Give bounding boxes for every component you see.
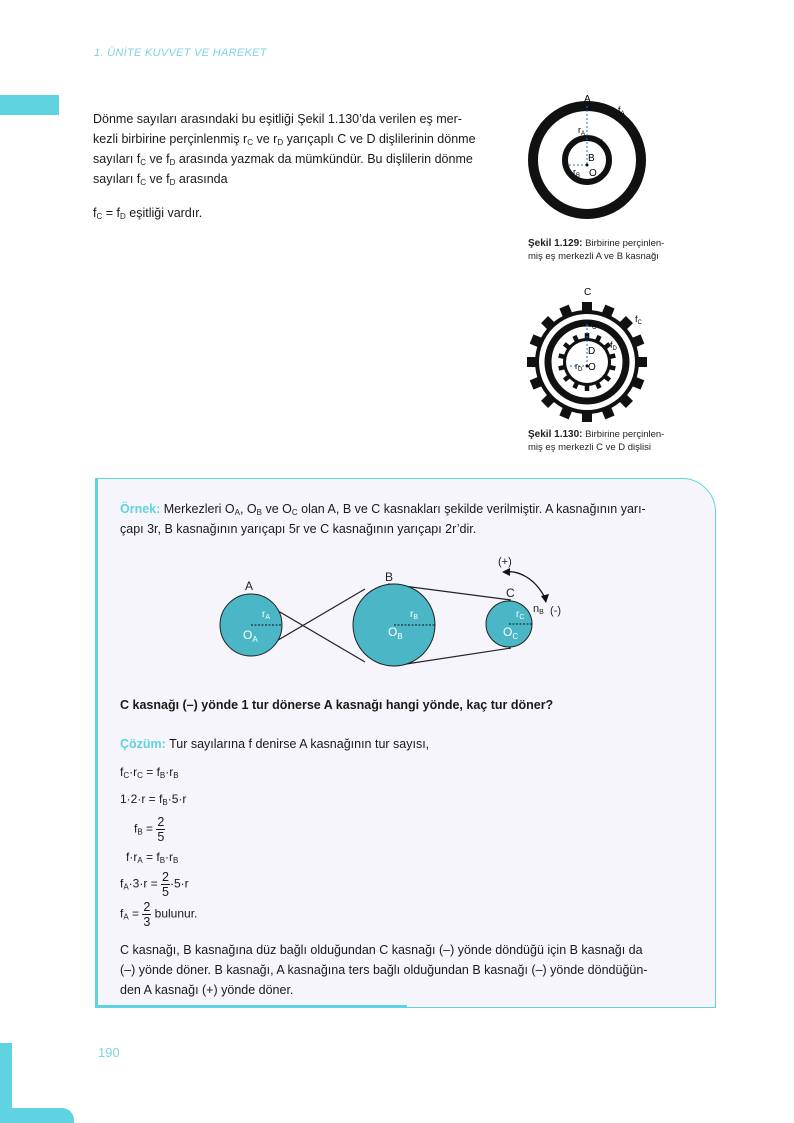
label-O: O [589, 168, 597, 179]
intro-line-1: Dönme sayıları arasındaki bu eşitliği Şekil 1.130’da verilen eş mer- [93, 112, 462, 126]
conclusion-line-1: C kasnağı, B kasnağına düz bağlı olduğundan C kasnağı (–) yönde döndüğü için B kasnağı da [120, 943, 643, 957]
label-rA: $r_A$ [262, 609, 271, 621]
figure-130-caption: Şekil 1.130: Birbirine perçinlen- miş eş merkezli C ve D dişlisi [528, 429, 665, 453]
label-A: A [584, 94, 591, 105]
label-C: C [506, 586, 515, 600]
label-C: C [584, 287, 592, 298]
solution-step-4: $f\cdot r_A = f_B\cdot r_B$ [126, 850, 179, 865]
example-pulley-figure [200, 550, 590, 670]
gear-tooth [636, 357, 647, 367]
label-rA: $r_A$ [578, 125, 586, 137]
solution-conclusion [120, 940, 700, 1000]
fraction-2-5: $\frac{2}{5}$ [157, 815, 165, 844]
gear-tooth [585, 383, 590, 391]
solution-step-2: $1\cdot 2\cdot r = f_B\cdot 5\cdot r$ [120, 792, 187, 807]
example-line-2: çapı 3r, B kasnağının yarıçapı 5r ve C kasnağının yarıçapı 2r’dir. [120, 522, 477, 536]
label-fA: $f_A$ [618, 105, 625, 117]
example-statement [120, 499, 700, 539]
intro-line-3: sayıları $f_C$ ve $f_D$ arasında yazmak da mümkündür. Bu dişlilerin dönme [93, 152, 473, 167]
label-D: D [588, 346, 596, 357]
intro-line-4: sayıları $f_C$ ve $f_D$ arasında [93, 172, 228, 187]
figure-129-pulley [520, 88, 710, 233]
label-O: O [588, 362, 596, 373]
gear-tooth [527, 357, 538, 367]
label-plus: (+) [498, 556, 512, 568]
example-bottom-bar [95, 1005, 407, 1008]
label-OB: $O_B$ [388, 625, 403, 641]
solution-step-6: $f_A$ = $\frac{2}{3}$ bulunur. [120, 900, 198, 929]
fraction-2-3: $\frac{2}{3}$ [143, 900, 151, 929]
label-rB: $r_B$ [573, 167, 581, 179]
label-OC: $O_C$ [503, 625, 519, 641]
page-tab-marker [0, 95, 59, 115]
label-fD: $f_D$ [610, 340, 617, 352]
solution-step-3: $f_B$ = $\frac{2}{5}$ [134, 815, 165, 844]
fraction-2-5-b: $\frac{2}{5}$ [162, 870, 169, 899]
page-number: 190 [98, 1045, 120, 1060]
solution-step-5: $f_A\cdot 3\cdot r$ = $\frac{2}{5}$ ·5·r [120, 870, 189, 899]
example-left-bar [95, 478, 98, 1008]
figure-130-gear [520, 282, 710, 422]
label-fC: $f_C$ [635, 314, 642, 326]
label-rC: $r_C$ [589, 319, 597, 331]
unit-header: 1. ÜNİTE KUVVET VE HAREKET [94, 47, 267, 59]
example-question: C kasnağı (–) yönde 1 tur dönerse A kasnağı hangi yönde, kaç tur döner? [120, 698, 554, 712]
label-OA: $O_A$ [243, 628, 258, 644]
figure-129-caption: Şekil 1.129: Birbirine perçinlen- miş eş merkezli A ve B kasnağı [528, 238, 665, 262]
conclusion-line-2: (–) yönde döner. B kasnağı, A kasnağına ters bağlı olduğundan B kasnağı (–) yönde döndüğün- [120, 963, 648, 977]
solution-intro: Çözüm: Tur sayılarına f denirse A kasnağının tur sayısı, [120, 737, 430, 751]
gear-tooth [582, 411, 592, 422]
intro-paragraph [93, 109, 513, 189]
label-B: B [385, 570, 394, 584]
label-rB: $r_B$ [410, 609, 419, 621]
corner-bracket-horizontal [0, 1108, 74, 1123]
label-rC: $r_C$ [516, 609, 525, 621]
label-minus: (-) [550, 605, 561, 617]
gear-tooth [582, 302, 592, 313]
label-A: A [245, 579, 254, 593]
intro-line-2: kezli birbirine perçinlenmiş $r_C$ ve $r_D$ yarıçaplı C ve D dişlilerinin dönme [93, 132, 476, 147]
solution-step-1: $f_C\cdot r_C = f_B\cdot r_B$ [120, 765, 179, 780]
label-rD: $r_D$ [575, 361, 583, 373]
label-nB: nB [533, 603, 544, 616]
example-line-1: Örnek: Merkezleri $O_A$, $O_B$ ve $O_C$ olan A, B ve C kasnakları şekilde verilmiştir. A kasnağının yarı- [120, 502, 646, 517]
label-fB: $f_B$ [600, 138, 607, 150]
conclusion-line-3: den A kasnağı (+) yönde döner. [120, 983, 294, 997]
label-B: B [588, 153, 595, 164]
intro-equation: $f_C = f_D$ eşitliği vardır. [93, 206, 203, 221]
